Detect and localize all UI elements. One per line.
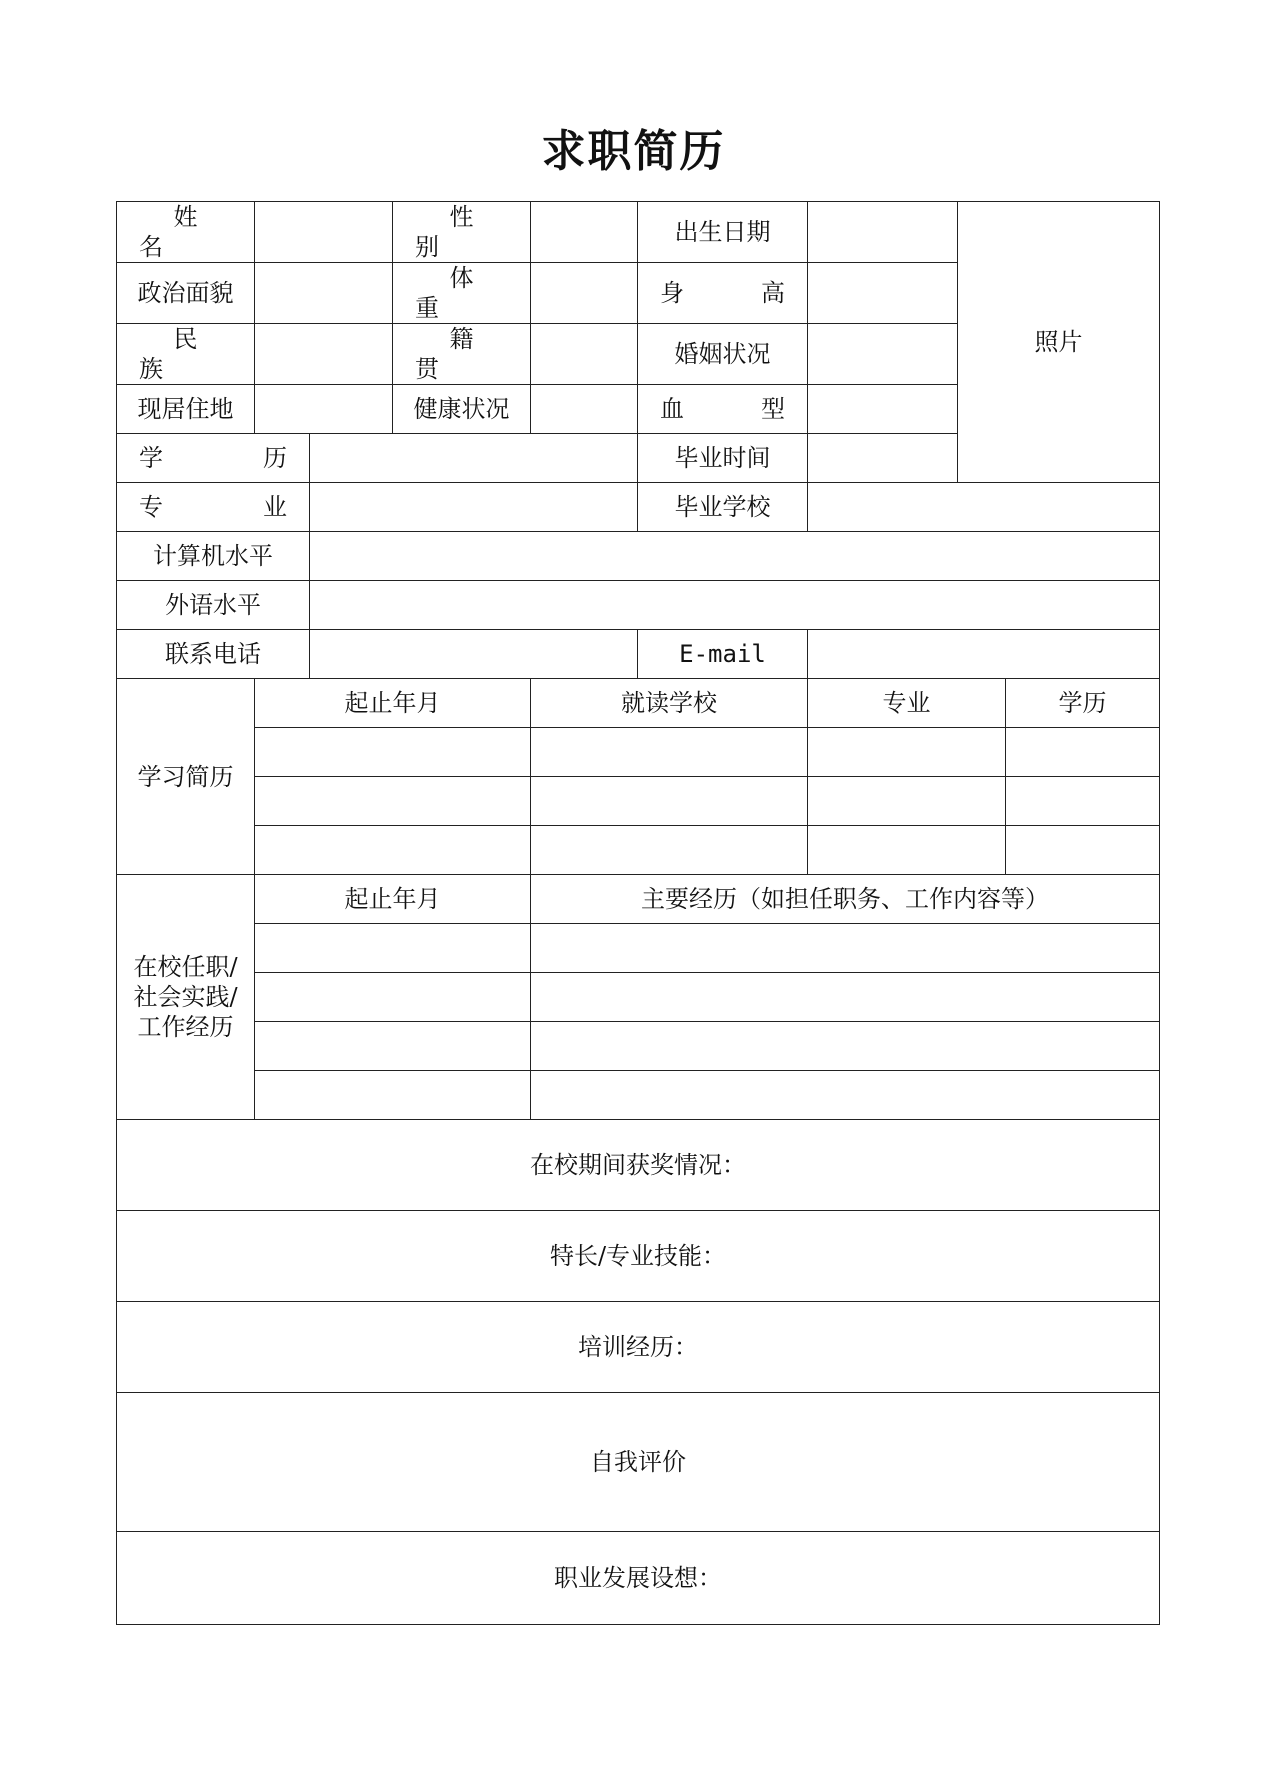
row-name (117, 202, 1160, 263)
label-graduation-school: 毕业学校 (638, 483, 808, 532)
study-cell-school[interactable] (531, 826, 808, 875)
study-header-school: 就读学校 (531, 679, 808, 728)
label-native-place: 籍 贯 (393, 324, 531, 385)
awards-label: 在校期间获奖情况： (530, 1151, 746, 1179)
label-email: E-mail (638, 630, 808, 679)
label-language-level: 外语水平 (117, 581, 310, 630)
career-plan-row (117, 1532, 1160, 1625)
field-language-level[interactable] (310, 581, 1160, 630)
study-cell-school[interactable] (531, 777, 808, 826)
row-computer-level (117, 532, 1160, 581)
label-political-status: 政治面貌 (117, 263, 255, 324)
work-cell-period[interactable] (255, 973, 531, 1022)
training-row (117, 1302, 1160, 1393)
self-evaluation-field[interactable] (117, 1393, 1160, 1532)
label-ethnicity: 民 族 (117, 324, 255, 385)
label-residence: 现居住地 (117, 385, 255, 434)
field-marital-status[interactable] (808, 324, 958, 385)
study-row (117, 728, 1160, 777)
label-work-history (117, 875, 255, 1120)
work-cell-period[interactable] (255, 924, 531, 973)
field-education[interactable] (310, 434, 638, 483)
work-header-row (117, 875, 1160, 924)
resume-form-table (116, 201, 1160, 1625)
work-cell-period[interactable] (255, 1022, 531, 1071)
study-cell-school[interactable] (531, 728, 808, 777)
field-email[interactable] (808, 630, 1160, 679)
label-name: 姓 名 (117, 202, 255, 263)
row-language-level (117, 581, 1160, 630)
label-work-history-line2: 社会实践/ (133, 983, 238, 1011)
field-phone[interactable] (310, 630, 638, 679)
field-residence[interactable] (255, 385, 393, 434)
awards-field[interactable] (117, 1120, 1160, 1211)
photo-box[interactable]: 照片 (958, 202, 1160, 483)
study-row (117, 826, 1160, 875)
field-native-place[interactable] (531, 324, 638, 385)
field-gender[interactable] (531, 202, 638, 263)
field-major[interactable] (310, 483, 638, 532)
skills-label: 特长/专业技能： (549, 1242, 727, 1270)
label-major: 专 业 (117, 483, 310, 532)
study-cell-degree[interactable] (1006, 826, 1160, 875)
row-major (117, 483, 1160, 532)
field-blood-type[interactable] (808, 385, 958, 434)
row-contact (117, 630, 1160, 679)
label-health: 健康状况 (393, 385, 531, 434)
work-header-experience: 主要经历（如担任职务、工作内容等） (531, 875, 1160, 924)
work-row (117, 924, 1160, 973)
work-row (117, 973, 1160, 1022)
study-cell-major[interactable] (808, 728, 1006, 777)
training-label: 培训经历： (578, 1333, 698, 1361)
study-cell-major[interactable] (808, 777, 1006, 826)
field-name[interactable] (255, 202, 393, 263)
label-education: 学 历 (117, 434, 310, 483)
field-birth-date[interactable] (808, 202, 958, 263)
field-ethnicity[interactable] (255, 324, 393, 385)
label-study-history: 学习简历 (117, 679, 255, 875)
study-cell-degree[interactable] (1006, 728, 1160, 777)
work-cell-period[interactable] (255, 1071, 531, 1120)
study-row (117, 777, 1160, 826)
label-height: 身 高 (638, 263, 808, 324)
label-weight: 体 重 (393, 263, 531, 324)
label-phone: 联系电话 (117, 630, 310, 679)
skills-row (117, 1211, 1160, 1302)
self-evaluation-label: 自我评价 (590, 1448, 686, 1476)
field-height[interactable] (808, 263, 958, 324)
work-cell-experience[interactable] (531, 924, 1160, 973)
work-cell-experience[interactable] (531, 1022, 1160, 1071)
career-plan-label: 职业发展设想： (554, 1564, 722, 1592)
work-row (117, 1022, 1160, 1071)
study-cell-degree[interactable] (1006, 777, 1160, 826)
field-graduation-time[interactable] (808, 434, 958, 483)
study-cell-major[interactable] (808, 826, 1006, 875)
field-health[interactable] (531, 385, 638, 434)
label-marital-status: 婚姻状况 (638, 324, 808, 385)
awards-row (117, 1120, 1160, 1211)
self-evaluation-row (117, 1393, 1160, 1532)
skills-field[interactable] (117, 1211, 1160, 1302)
label-computer-level: 计算机水平 (117, 532, 310, 581)
study-header-period: 起止年月 (255, 679, 531, 728)
label-graduation-time: 毕业时间 (638, 434, 808, 483)
label-work-history-line3: 工作经历 (137, 1013, 234, 1041)
work-row (117, 1071, 1160, 1120)
field-weight[interactable] (531, 263, 638, 324)
career-plan-field[interactable] (117, 1532, 1160, 1625)
training-field[interactable] (117, 1302, 1160, 1393)
work-cell-experience[interactable] (531, 1071, 1160, 1120)
field-graduation-school[interactable] (808, 483, 1160, 532)
work-cell-experience[interactable] (531, 973, 1160, 1022)
label-work-history-line1: 在校任职/ (133, 953, 238, 981)
page-title: 求职简历 (541, 126, 726, 177)
study-header-row (117, 679, 1160, 728)
field-political-status[interactable] (255, 263, 393, 324)
study-cell-period[interactable] (255, 777, 531, 826)
study-header-degree: 学历 (1006, 679, 1160, 728)
work-header-period: 起止年月 (255, 875, 531, 924)
field-computer-level[interactable] (310, 532, 1160, 581)
label-birth-date: 出生日期 (638, 202, 808, 263)
label-gender: 性 别 (393, 202, 531, 263)
label-blood-type: 血 型 (638, 385, 808, 434)
study-cell-period[interactable] (255, 826, 531, 875)
study-header-major: 专业 (808, 679, 1006, 728)
study-cell-period[interactable] (255, 728, 531, 777)
